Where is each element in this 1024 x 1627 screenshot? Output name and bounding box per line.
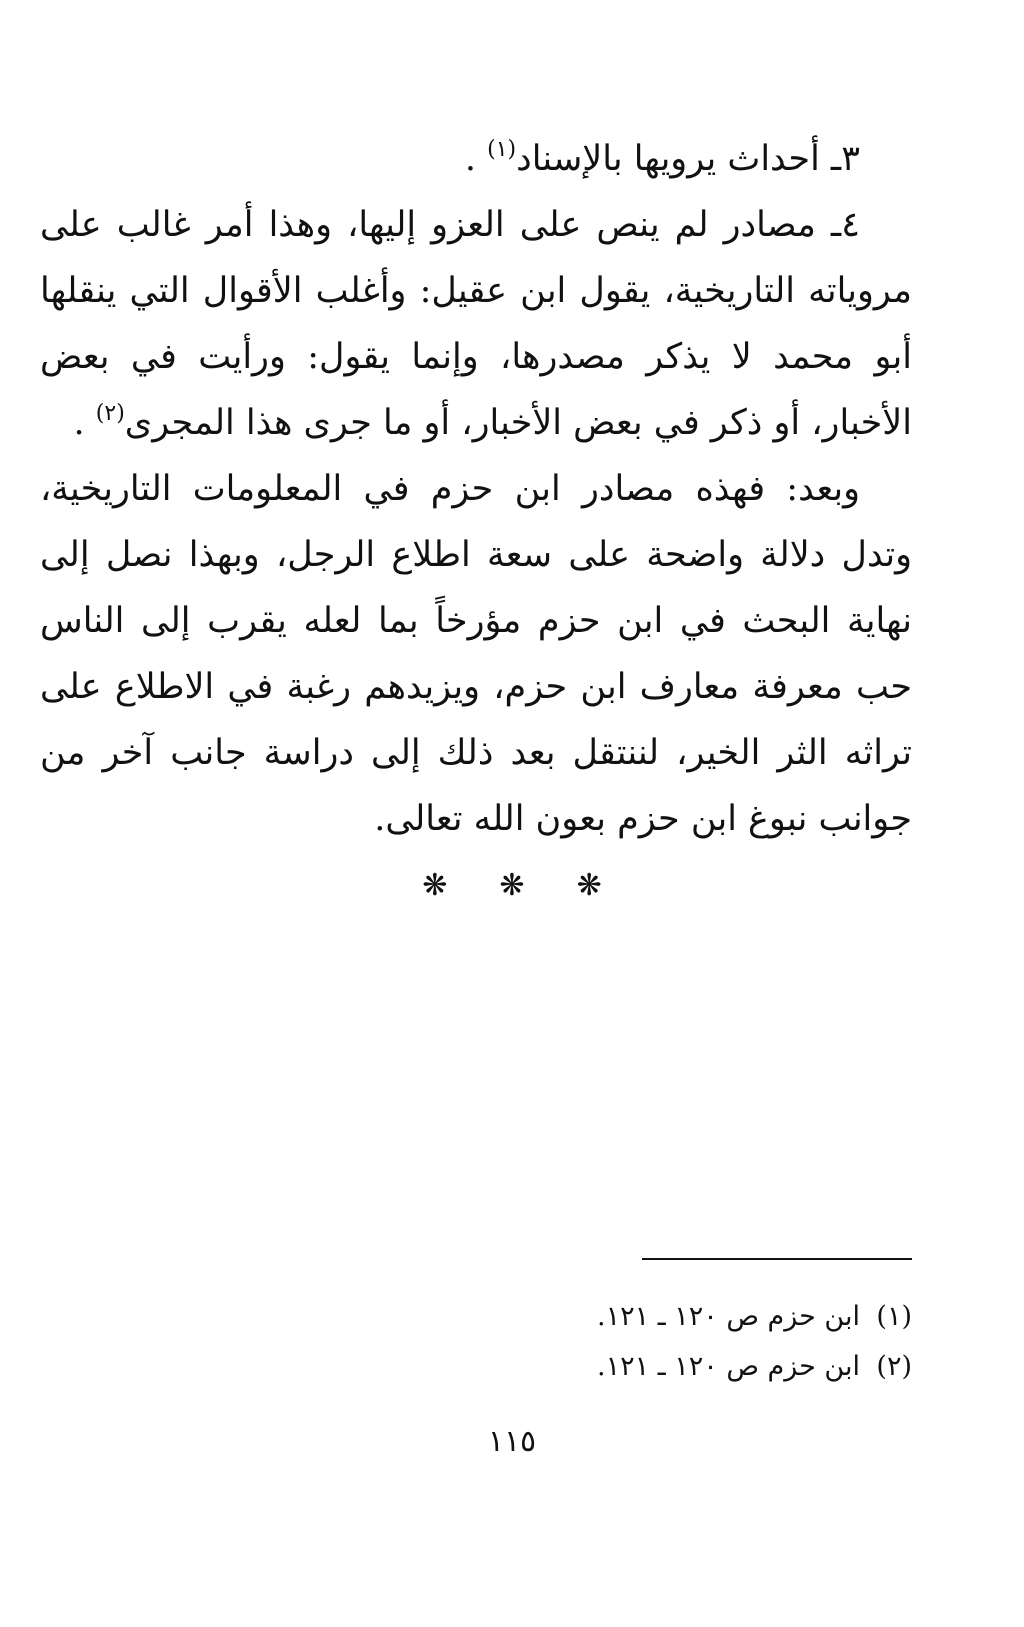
list-item-3-text: ٣ـ أحداث يرويها بالإسناد <box>516 139 860 179</box>
star-ornament: ❋ <box>499 868 525 903</box>
conclusion-paragraph: وبعد: فهذه مصادر ابن حزم في المعلومات التاريخية، وتدل دلالة واضحة على سعة اطلاع الرجل، وبهذا نصل إلى نهاية البحث في ابن حزم مؤرخاً بما لعله يقرب إلى الناس حب معرفة معارف ابن حزم، ويزيدهم رغبة في الاطلاع على تراثه الثر الخير، لننتقل بعد ذلك إلى دراسة جانب آخر من جوانب نبوغ ابن حزم بعون الله تعالى. <box>40 469 912 839</box>
footnote-ref-1: (١) <box>487 137 517 162</box>
list-item-4-end: . <box>73 403 85 443</box>
footnote-text: ابن حزم ص ١٢٠ ـ ١٢١. <box>597 1351 860 1382</box>
list-item-3 <box>40 126 912 192</box>
list-item-3-end: . <box>464 139 476 179</box>
section-divider <box>0 868 1024 903</box>
page-number: ١١٥ <box>487 1424 537 1459</box>
footnotes <box>400 1292 912 1392</box>
footnote-separator <box>642 1258 912 1260</box>
star-ornament: ❋ <box>422 868 448 903</box>
footnote-2 <box>400 1342 912 1392</box>
list-item-4 <box>40 192 912 456</box>
footnote-text: ابن حزم ص ١٢٠ ـ ١٢١. <box>597 1301 860 1332</box>
footnote-ref-2: (٢) <box>95 401 125 426</box>
footnote-1 <box>400 1292 912 1342</box>
star-ornament: ❋ <box>576 868 602 903</box>
footnote-number: (١) <box>876 1301 912 1332</box>
main-text <box>40 126 912 852</box>
list-item-4-text: ٤ـ مصادر لم ينص على العزو إليها، وهذا أمر غالب على مروياته التاريخية، يقول ابن عقيل: وأغلب الأقوال التي ينقلها أبو محمد لا يذكر مصدرها، وإنما يقول: ورأيت في بعض الأخبار، أو ذكر في بعض الأخبار، أو ما جرى هذا المجرى <box>40 205 912 443</box>
footnote-number: (٢) <box>876 1351 912 1382</box>
